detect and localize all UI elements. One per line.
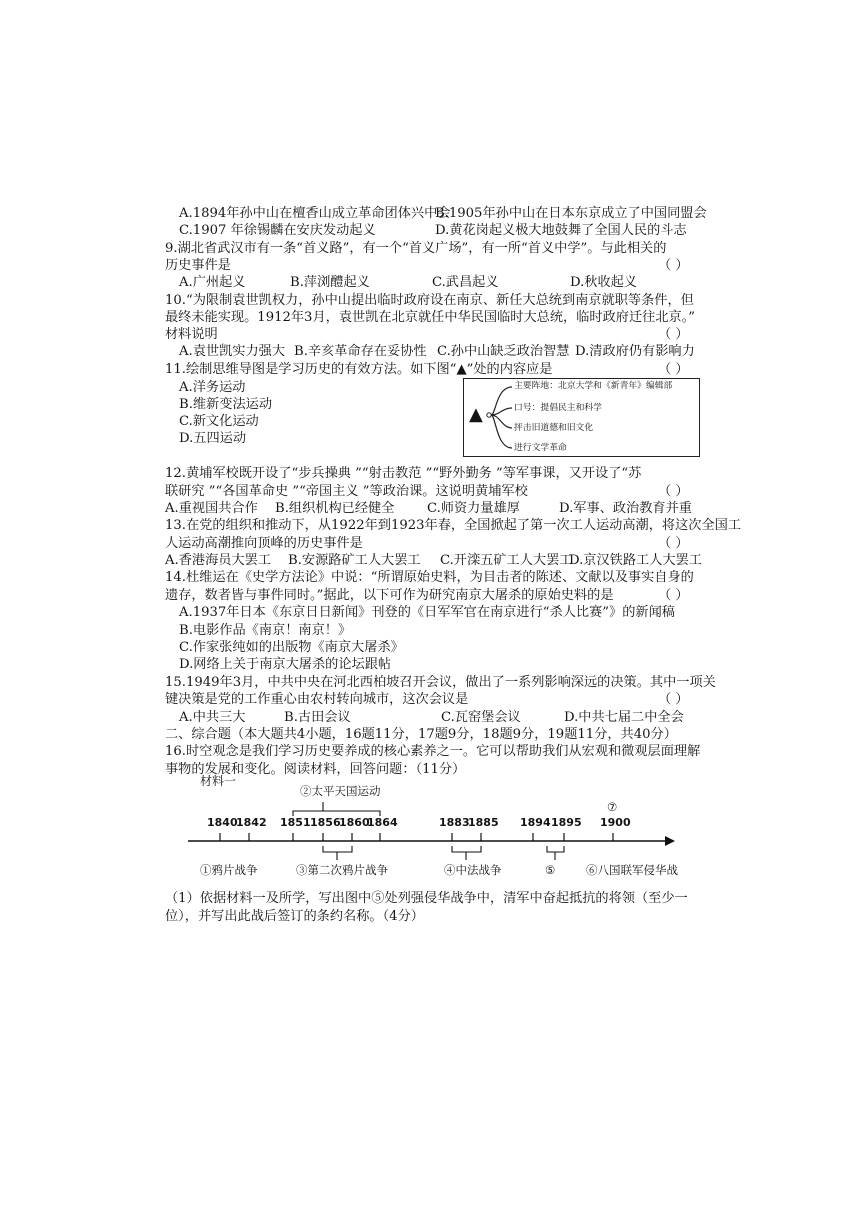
mind-map-brackets: [464, 379, 514, 456]
option-q14-a: A.1937年日本《东京日日新闻》刊登的《日军军官在南京进行“杀人比赛”》的新闻稿: [179, 605, 675, 620]
timeline-year-label: 1860: [339, 816, 370, 829]
mind-map-figure: [463, 378, 700, 457]
option-q12-b: B.组织机构已经健全: [275, 501, 395, 516]
option-q14-d: D.网络上关于南京大屠杀的论坛跟帖: [179, 657, 392, 672]
text-line-sec2: 二、综合题（本大题共4小题，16题11分，17题9分，18题9分，19题11分，共40分）: [165, 727, 677, 742]
timeline-event-e6: ⑥八国联军侵华战: [586, 863, 678, 877]
option-q11-b: B.维新变法运动: [179, 397, 273, 412]
option-q11-c: C.新文化运动: [179, 414, 259, 429]
answer-bracket-p11: （ ）: [658, 362, 689, 377]
answer-bracket-p12: （ ）: [658, 484, 689, 499]
timeline-event-e7: ⑦: [607, 800, 618, 814]
timeline-year-label: 1895: [551, 816, 582, 829]
text-line-q12a: 12.黄埔军校既开设了“步兵操典 ”“射击教范 ”“野外勤务 ”等军事课，又开设了“苏: [165, 466, 642, 481]
text-line-q14a: 14.杜维运在《史学方法论》中说：“所谓原始史料，为目击者的陈述、文献以及事实自身的: [165, 570, 694, 585]
option-q10-a: A.袁世凯实力强大: [179, 344, 286, 359]
timeline-event-e3: ③第二次鸦片战争: [296, 863, 388, 877]
timeline-figure: [180, 774, 700, 890]
option-q13-c: C.开滦五矿工人大罢工: [440, 553, 573, 568]
option-q11-a: A.洋务运动: [179, 380, 246, 395]
answer-bracket-p13: （ ）: [658, 536, 689, 551]
timeline-year-label: 1856: [310, 816, 341, 829]
timeline-year-label: 1851: [280, 816, 311, 829]
timeline-year-label: 1864: [367, 816, 398, 829]
text-line-q8c: C.1907 年徐锡麟在安庆发动起义: [179, 223, 376, 238]
option-q15-d: D.中共七届二中全会: [564, 710, 684, 725]
mind-map-item: 抨击旧道德和旧文化: [514, 423, 594, 433]
option-q14-b: B.电影作品《南京！南京！》: [179, 623, 352, 638]
timeline-year-label: 1885: [468, 816, 499, 829]
text-line-q16a: 16.时空观念是我们学习历史要养成的核心素养之一。它可以帮助我们从宏观和微观层面理解: [165, 744, 701, 759]
option-q14-c: C.作家张纯如的出版物《南京大屠杀》: [179, 640, 404, 655]
option-q9-c: C.武昌起义: [432, 275, 499, 290]
text-line-q13b: 人运动高潮推向顶峰的历史事件是: [165, 536, 363, 551]
text-line-q8d: D.黄花岗起义极大地鼓舞了全国人民的斗志: [435, 223, 687, 238]
option-q12-a: A.重视国共合作: [165, 501, 258, 516]
text-line-q12b: 联研究 ”“各国革命史 ”“帝国主义 ”等政治课。这说明黄埔军校: [165, 484, 528, 499]
text-line-q8a: A.1894年孙中山在檀香山成立革命团体兴中会: [179, 206, 451, 221]
timeline-year-label: 1900: [600, 816, 631, 829]
option-q12-d: D.军事、政治教育并重: [559, 501, 692, 516]
answer-bracket-p9: （ ）: [658, 258, 689, 273]
answer-bracket-p10: （ ）: [658, 327, 689, 342]
timeline-year-label: 1894: [520, 816, 551, 829]
text-line-q9a: 9.湖北省武汉市有一条“首义路”，有一个“首义广场”，有一所“首义中学”。与此相关的: [165, 241, 667, 256]
text-line-q13a: 13.在党的组织和推动下，从1922年到1923年春，全国掀起了第一次工人运动高潮，将这次全国工: [165, 518, 742, 533]
text-line-q11: 11.绘制思维导图是学习历史的有效方法。如下图“▲”处的内容应是: [165, 362, 553, 377]
option-q13-b: B.安源路矿工人大罢工: [288, 553, 421, 568]
option-q9-d: D.秋收起义: [570, 275, 638, 290]
timeline-event-e1: ①鸦片战争: [200, 863, 258, 877]
option-q15-a: A.中共三大: [179, 710, 246, 725]
text-line-q15a: 15.1949年3月，中共中央在河北西柏坡召开会议，做出了一系列影响深远的决策。其中一项关: [165, 675, 716, 690]
option-q10-c: C.孙中山缺乏政治智慧: [437, 344, 570, 359]
option-q10-b: B.辛亥革命存在妥协性: [294, 344, 427, 359]
timeline-year-label: 1883: [439, 816, 470, 829]
text-line-q16d: 位），并写出此战后签订的条约名称。（4分）: [165, 909, 424, 924]
timeline-year-label: 1842: [236, 816, 267, 829]
timeline-event-e5: ⑤: [545, 863, 556, 877]
text-line-q16b: 事物的发展和变化。阅读材料，回答问题：（11分）: [165, 762, 466, 777]
text-line-q8b: B.1905年孙中山在日本东京成立了中国同盟会: [435, 206, 707, 221]
timeline-event-e4: ④中法战争: [444, 863, 502, 877]
answer-bracket-p15: （ ）: [658, 692, 689, 707]
option-q10-d: D.清政府仍有影响力: [575, 344, 695, 359]
timeline-event-e2: ②太平天国运动: [300, 784, 381, 798]
mind-map-item: 口号：提倡民主和科学: [514, 403, 602, 413]
text-line-q10b: 最终未能实现。1912年3月，袁世凯在北京就任中华民国临时大总统，临时政府迁往北京。”: [165, 310, 696, 325]
text-line-q16c: （1）依据材料一及所学，写出图中⑤处列强侵华战争中，清军中奋起抵抗的将领（至少一: [165, 891, 688, 906]
answer-bracket-p14: （ ）: [658, 588, 689, 603]
option-q13-a: A.香港海员大罢工: [165, 553, 272, 568]
option-q15-b: B.古田会议: [284, 710, 351, 725]
option-q12-c: C.师资力量雄厚: [427, 501, 520, 516]
mind-map-item: 进行文学革命: [514, 443, 567, 453]
text-line-q9b: 历史事件是: [165, 258, 231, 273]
option-q15-c: C.瓦窑堡会议: [441, 710, 521, 725]
text-line-q15b: 键决策是党的工作重心由农村转向城市，这次会议是: [165, 692, 469, 707]
timeline-year-label: 1840: [207, 816, 238, 829]
text-line-q14b: 遗存，数者皆与事件同时。”据此，以下可作为研究南京大屠杀的原始史料的是: [165, 588, 614, 603]
mind-map-item: 主要阵地：北京大学和《新青年》编辑部: [514, 381, 673, 391]
option-q13-d: D.京汉铁路工人大罢工: [569, 553, 702, 568]
material-label: 材料一: [200, 774, 237, 788]
option-q9-b: B.萍浏醴起义: [290, 275, 370, 290]
option-q11-d: D.五四运动: [179, 431, 247, 446]
option-q9-a: A.广州起义: [179, 275, 246, 290]
text-line-q10a: 10.“为限制袁世凯权力，孙中山提出临时政府设在南京、新任大总统到南京就职等条件，但: [165, 293, 694, 308]
text-line-q10c: 材料说明: [165, 327, 218, 342]
mind-map-triangle: ▲: [469, 404, 483, 425]
